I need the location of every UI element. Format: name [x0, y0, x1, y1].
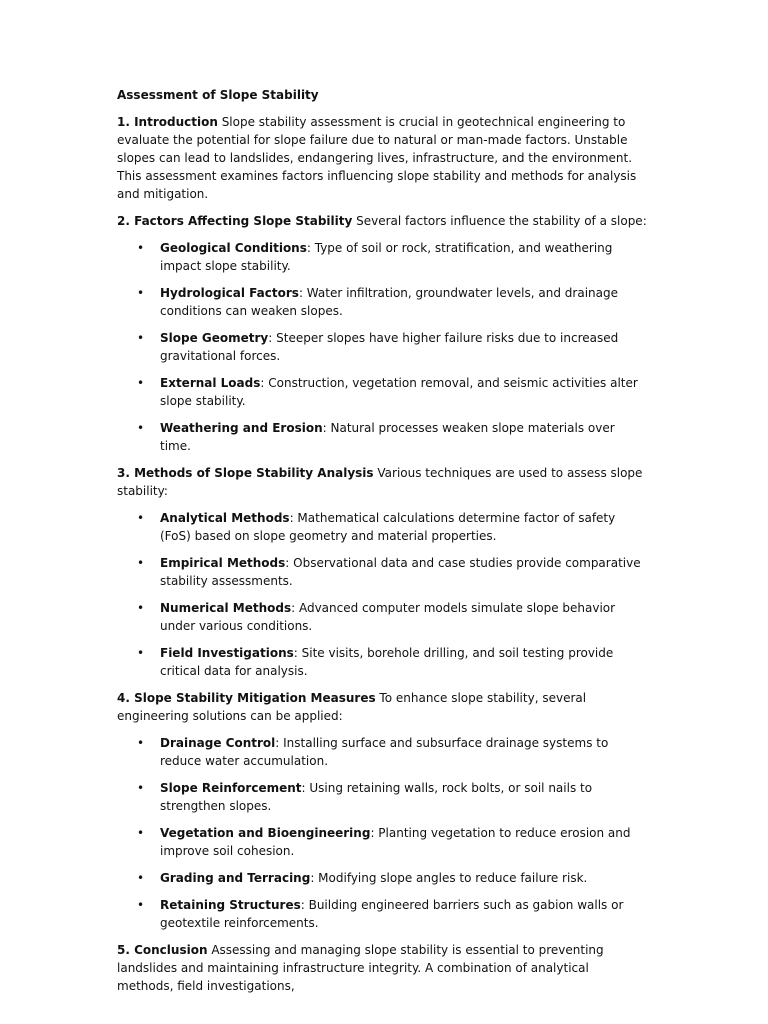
list-item-term: Vegetation and Bioengineering: [160, 826, 371, 840]
list-item: [117, 374, 647, 410]
section-heading: 3. Methods of Slope Stability Analysis: [117, 466, 374, 480]
list-item: [117, 896, 647, 932]
section-heading: 2. Factors Affecting Slope Stability: [117, 214, 353, 228]
list-item-description: : Mathematical calculations determine factor of safety (FoS) based on slope geometry and material properties.: [160, 511, 616, 543]
bullet-icon: •: [137, 376, 145, 390]
list-item-description: : Water infiltration, groundwater levels, and drainage conditions can weaken slopes.: [160, 286, 618, 318]
list-item: [117, 239, 647, 275]
list-item-description: : Planting vegetation to reduce erosion and improve soil cohesion.: [160, 826, 631, 858]
list-item: [117, 419, 647, 455]
list-item-term: Slope Geometry: [160, 331, 269, 345]
list-item-term: Numerical Methods: [160, 601, 292, 615]
list-item-term: External Loads: [160, 376, 261, 390]
list-item: [117, 329, 647, 365]
list-item-term: Slope Reinforcement: [160, 781, 302, 795]
list-item: [117, 644, 647, 680]
bullet-list: [117, 509, 647, 680]
list-item-term: Hydrological Factors: [160, 286, 299, 300]
list-item: [117, 284, 647, 320]
section-text: To enhance slope stability, several engineering solutions can be applied:: [117, 691, 587, 723]
section-heading: 5. Conclusion: [117, 943, 208, 957]
list-item-term: Analytical Methods: [160, 511, 290, 525]
list-item: [117, 779, 647, 815]
bullet-icon: •: [137, 556, 145, 570]
list-item-description: : Using retaining walls, rock bolts, or soil nails to strengthen slopes.: [160, 781, 593, 813]
section-paragraph: [117, 941, 647, 995]
list-item-description: : Type of soil or rock, stratification, and weathering impact slope stability.: [160, 241, 613, 273]
list-item: [117, 509, 647, 545]
list-item-term: Grading and Terracing: [160, 871, 311, 885]
bullet-icon: •: [137, 331, 145, 345]
bullet-list: [117, 734, 647, 932]
document-page: [117, 86, 647, 1004]
section-paragraph: [117, 113, 647, 203]
list-item-description: : Installing surface and subsurface drainage systems to reduce water accumulation.: [160, 736, 609, 768]
section-text: Slope stability assessment is crucial in geotechnical engineering to evaluate the potential for slope failure due to natural or man-made factors. Unstable slopes can lead to landslides, endangering lives, infrastructure, and the environment. This assessment examines factors influencing slope stability and methods for analysis and mitigation.: [117, 115, 637, 201]
section-paragraph: [117, 212, 647, 230]
bullet-icon: •: [137, 646, 145, 660]
document-title: Assessment of Slope Stability: [117, 88, 319, 102]
bullet-icon: •: [137, 898, 145, 912]
list-item: [117, 554, 647, 590]
list-item-description: : Construction, vegetation removal, and seismic activities alter slope stability.: [160, 376, 638, 408]
section-text: Various techniques are used to assess slope stability:: [117, 466, 643, 498]
section-paragraph: [117, 464, 647, 500]
list-item-description: : Site visits, borehole drilling, and soil testing provide critical data for analysis.: [160, 646, 614, 678]
list-item-term: Field Investigations: [160, 646, 294, 660]
list-item-term: Empirical Methods: [160, 556, 286, 570]
list-item-term: Drainage Control: [160, 736, 276, 750]
list-item-description: : Advanced computer models simulate slope behavior under various conditions.: [160, 601, 616, 633]
list-item-description: : Natural processes weaken slope materials over time.: [160, 421, 615, 453]
list-item: [117, 599, 647, 635]
bullet-icon: •: [137, 736, 145, 750]
bullet-list: [117, 239, 647, 455]
section-text: Assessing and managing slope stability is essential to preventing landslides and maintaining infrastructure integrity. A combination of analytical methods, field investigations,: [117, 943, 604, 993]
bullet-icon: •: [137, 601, 145, 615]
bullet-icon: •: [137, 826, 145, 840]
list-item: [117, 869, 647, 887]
list-item-description: : Steeper slopes have higher failure risks due to increased gravitational forces.: [160, 331, 619, 363]
list-item: [117, 824, 647, 860]
list-item: [117, 734, 647, 770]
list-item-description: : Observational data and case studies provide comparative stability assessments.: [160, 556, 641, 588]
bullet-icon: •: [137, 421, 145, 435]
bullet-icon: •: [137, 781, 145, 795]
list-item-term: Geological Conditions: [160, 241, 307, 255]
list-item-description: : Building engineered barriers such as gabion walls or geotextile reinforcements.: [160, 898, 624, 930]
section-heading: 4. Slope Stability Mitigation Measures: [117, 691, 376, 705]
bullet-icon: •: [137, 871, 145, 885]
section-text: Several factors influence the stability of a slope:: [352, 214, 647, 228]
section-heading: 1. Introduction: [117, 115, 218, 129]
bullet-icon: •: [137, 286, 145, 300]
section-paragraph: [117, 689, 647, 725]
bullet-icon: •: [137, 241, 145, 255]
list-item-description: : Modifying slope angles to reduce failure risk.: [310, 871, 588, 885]
bullet-icon: •: [137, 511, 145, 525]
list-item-term: Retaining Structures: [160, 898, 301, 912]
document-body: [117, 113, 647, 995]
list-item-term: Weathering and Erosion: [160, 421, 323, 435]
